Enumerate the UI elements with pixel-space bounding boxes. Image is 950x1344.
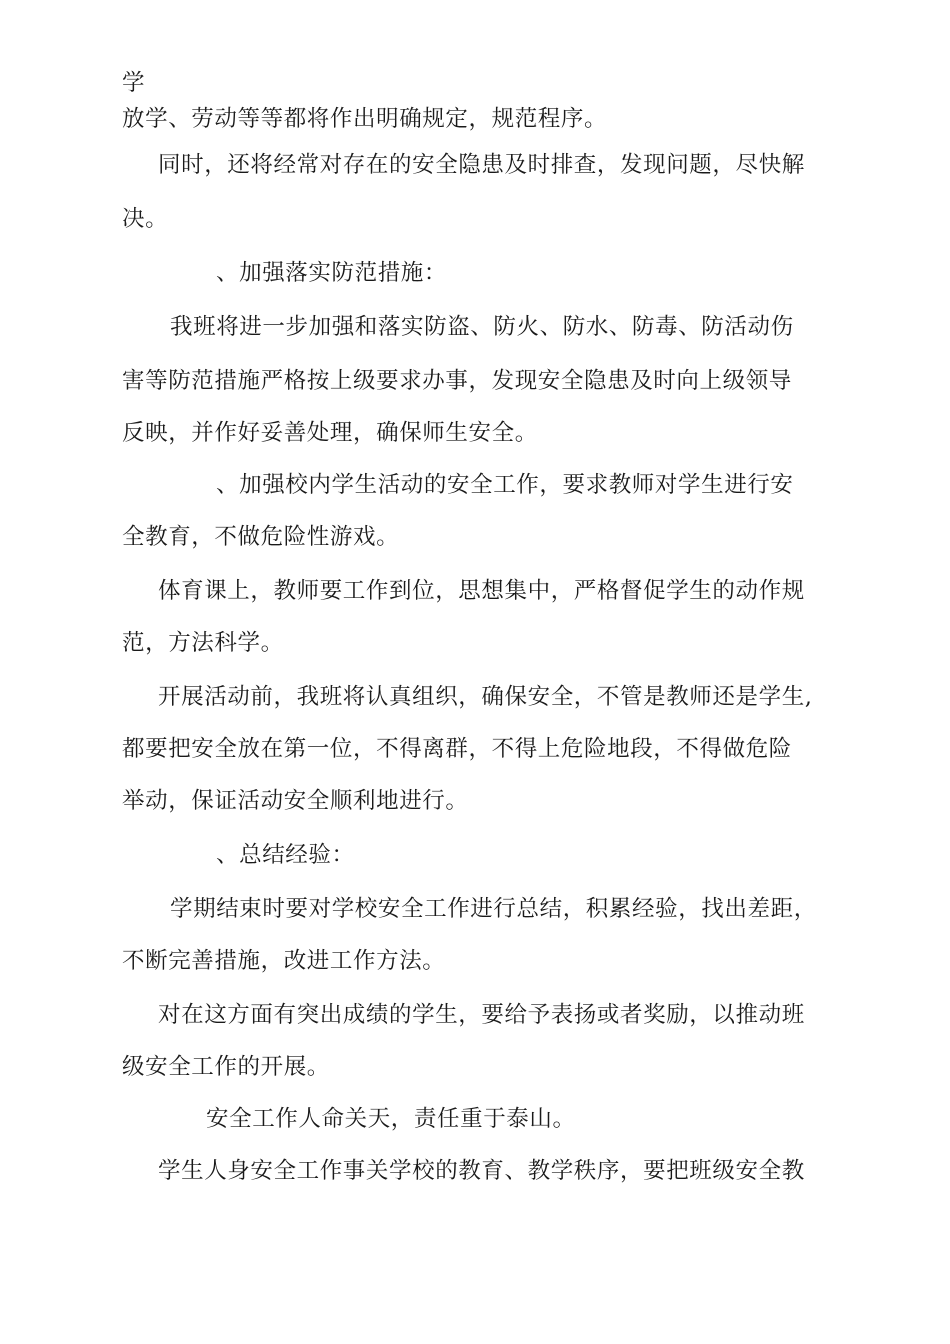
text-line: 级安全工作的开展。 — [122, 1054, 330, 1080]
text-line: 我班将进一步加强和落实防盗、防火、防水、防毒、防活动伤 — [170, 314, 794, 340]
text-line: 对在这方面有突出成绩的学生，要给予表扬或者奖励，以推动班 — [158, 1002, 805, 1028]
text-line: 放学、劳动等等都将作出明确规定，规范程序。 — [122, 106, 608, 132]
text-line: 反映，并作好妥善处理，确保师生安全。 — [122, 420, 538, 446]
text-line: 范，方法科学。 — [122, 630, 284, 656]
text-line: 决。 — [122, 206, 169, 232]
section-heading: 、总结经验： — [216, 842, 355, 868]
text-line: 举动，保证活动安全顺利地进行。 — [122, 788, 469, 814]
section-heading: 、加强落实防范措施： — [216, 260, 448, 286]
section-heading: 、加强校内学生活动的安全工作，要求教师对学生进行安 — [216, 472, 794, 498]
text-line: 都要把安全放在第一位，不得离群，不得上危险地段，不得做危险 — [122, 736, 792, 762]
text-line: 安全工作人命关天，责任重于泰山。 — [206, 1106, 576, 1132]
text-line: 学生人身安全工作事关学校的教育、教学秩序，要把班级安全教 — [158, 1158, 805, 1184]
text-line: 学期结束时要对学校安全工作进行总结，积累经验，找出差距， — [170, 896, 817, 922]
text-line: 开展活动前，我班将认真组织，确保安全，不管是教师还是学生, — [158, 684, 813, 710]
text-line: 学 — [122, 70, 146, 96]
text-line: 不断完善措施，改进工作方法。 — [122, 948, 446, 974]
text-line: 害等防范措施严格按上级要求办事，发现安全隐患及时向上级领导 — [122, 368, 792, 394]
text-line: 体育课上，教师要工作到位，思想集中，严格督促学生的动作规 — [158, 578, 805, 604]
text-line: 同时，还将经常对存在的安全隐患及时排查，发现问题，尽快解 — [158, 152, 805, 178]
text-line: 全教育，不做危险性游戏。 — [122, 524, 400, 550]
